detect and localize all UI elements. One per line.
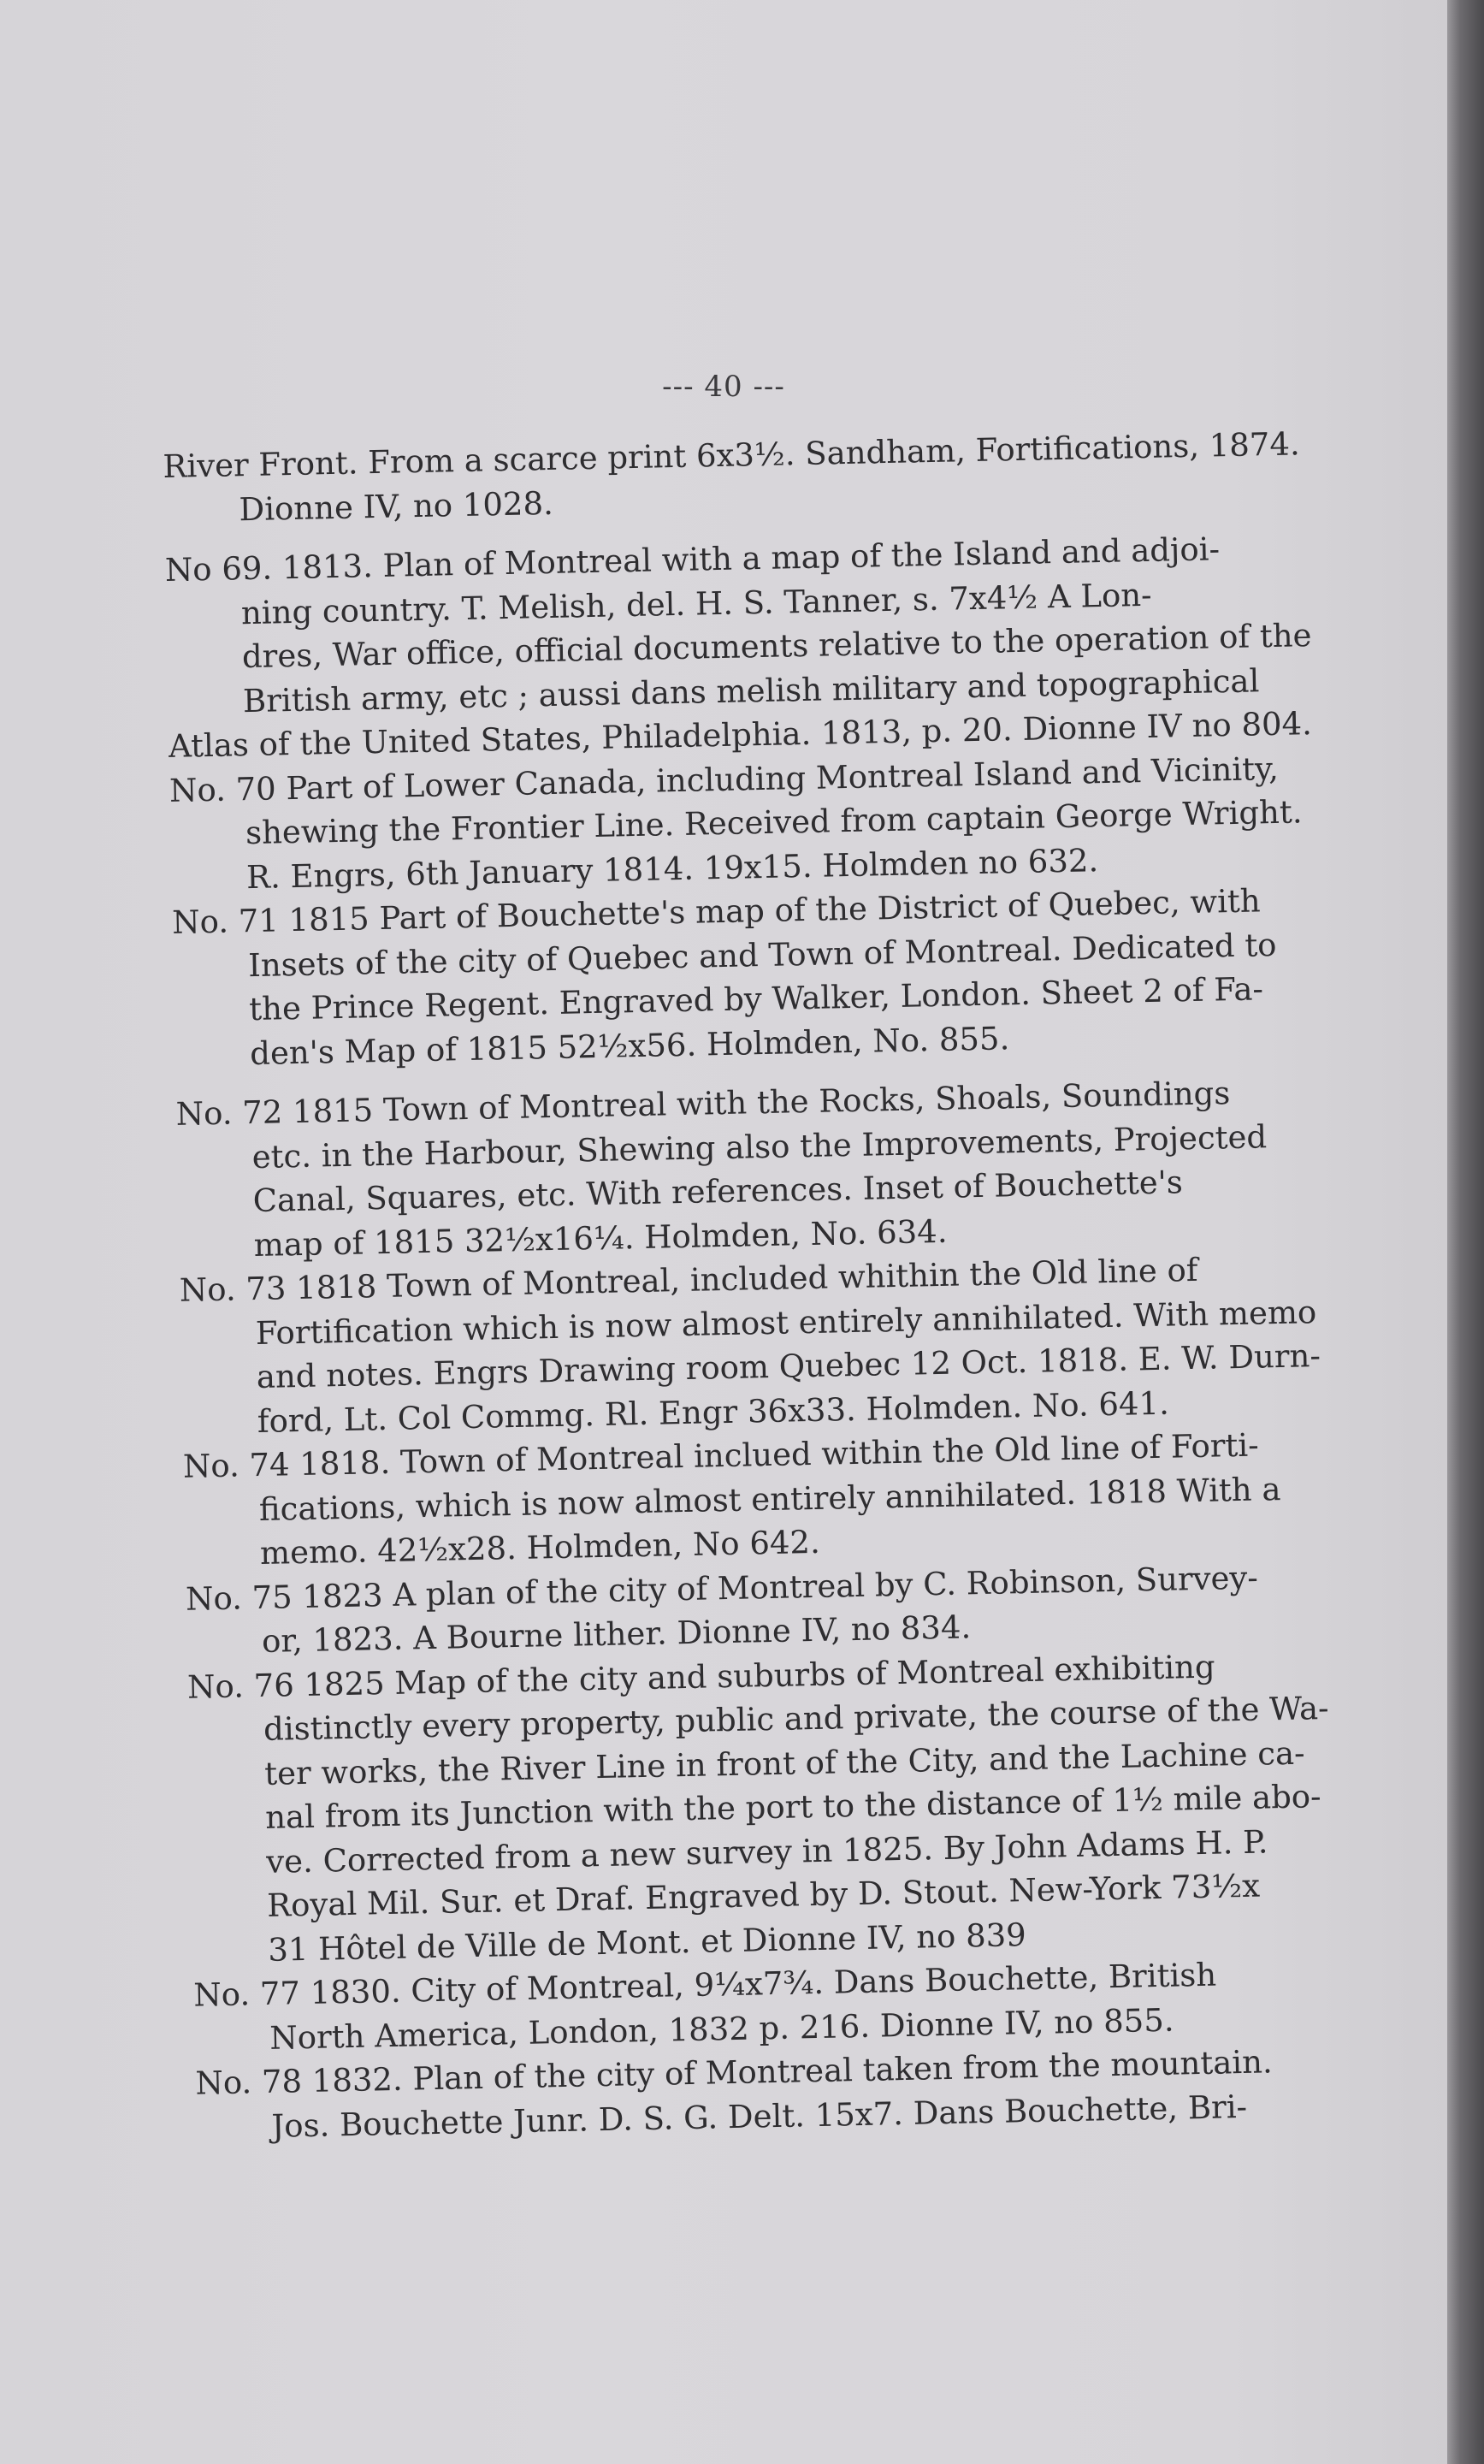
entry-line: No. 77 1830. City of Montreal, 9¼x7¾. Dans Bouchette, British [192, 1956, 1217, 2014]
entry-continuation-line: and notes. Engrs Drawing room Quebec 12 Oct. 1818. E. W. Durn- [256, 1337, 1321, 1396]
entry-continuation-line: distinctly every property, public and private, the course of the Wa- [263, 1689, 1329, 1748]
catalogue-text [163, 421, 1390, 2150]
entry-continuation-line: memo. 42½x28. Holmden, No 642. [259, 1523, 821, 1572]
entry-line: No. 76 1825 Map of the city and suburbs of Montreal exhibiting [186, 1648, 1215, 1706]
entry-line: No. 71 1815 Part of Bouchette's map of the District of Quebec, with [171, 882, 1262, 941]
page-number: --- 40 --- [662, 370, 785, 404]
entry-continuation-line: nal from its Junction with the port to the distance of 1½ mile abo- [264, 1778, 1321, 1836]
entry-line: No. 73 1818 Town of Montreal, included whithin the Old line of [179, 1251, 1198, 1309]
entry-continuation-line: dres, War office, official documents relative to the operation of the [241, 617, 1312, 676]
entry-continuation-line: Royal Mil. Sur. et Draf. Engraved by D. Stout. New-York 73½x [266, 1867, 1261, 1924]
book-spine-edge [1447, 0, 1484, 2464]
entry-continuation-line: ning country. T. Melish, del. H. S. Tanner, s. 7x4½ A Lon- [240, 576, 1152, 631]
entry-continuation-line: North America, London, 1832 p. 216. Dionne IV, no 855. [269, 2001, 1174, 2057]
entry-continuation-line: map of 1815 32½x16¼. Holmden, No. 634. [253, 1212, 948, 1264]
entry-continuation-line: shewing the Frontier Line. Received from captain George Wright. [245, 793, 1303, 852]
entry-continuation-line: the Prince Regent. Engraved by Walker, London. Sheet 2 of Fa- [248, 970, 1264, 1028]
entry-continuation-line: or, 1823. A Bourne lither. Dionne IV, no 834. [261, 1608, 972, 1660]
entry-line: No. 78 1832. Plan of the city of Montreal taken from the mountain. [195, 2043, 1274, 2102]
entry-line: No. 75 1823 A plan of the city of Montreal by C. Robinson, Survey- [185, 1559, 1259, 1618]
entry-continuation-line: Canal, Squares, etc. With references. Inset of Bouchette's [252, 1164, 1184, 1220]
entry-continuation-line: R. Engrs, 6th January 1814. 19x15. Holmden no 632. [245, 841, 1099, 896]
entry-line: No 69. 1813. Plan of Montreal with a map of the Island and adjoi- [164, 530, 1221, 589]
entry-continuation-line: fications, which is now almost entirely annihilated. 1818 With a [258, 1470, 1281, 1528]
entry-continuation-line: Fortification which is now almost entirely annihilated. With memo [255, 1293, 1317, 1352]
entry-continuation-line: British army, etc ; aussi dans melish military and topographical [242, 661, 1260, 720]
entry-continuation-line: Jos. Bouchette Junr. D. S. G. Delt. 15x7. Dans Bouchette, Bri- [271, 2088, 1248, 2145]
entry-continuation-line: ford, Lt. Col Commg. Rl. Engr 36x33. Holmden. No. 641. [257, 1384, 1170, 1440]
entry-continuation-line: Insets of the city of Quebec and Town of Montreal. Dedicated to [247, 926, 1277, 984]
entry-line: River Front. From a scarce print 6x3½. Sandham, Fortifications, 1874. [163, 425, 1301, 485]
entry-line: Atlas of the United States, Philadelphia. 1813, p. 20. Dionne IV no 804. [168, 705, 1313, 765]
entry-continuation-line: den's Map of 1815 52½x56. Holmden, No. 855. [249, 1019, 1010, 1072]
entry-line: No. 70 Part of Lower Canada, including Montreal Island and Vicinity, [169, 749, 1280, 809]
entry-continuation-line: ve. Corrected from a new survey in 1825. By John Adams H. P. [265, 1822, 1268, 1881]
entry-continuation-line: etc. in the Harbour, Shewing also the Improvements, Projected [251, 1117, 1268, 1176]
entry-continuation-line: 31 Hôtel de Ville de Mont. et Dionne IV, no 839 [267, 1916, 1027, 1969]
entry-line: No. 74 1818. Town of Montreal inclued within the Old line of Forti- [182, 1426, 1260, 1485]
entry-continuation-line: Dionne IV, no 1028. [239, 484, 554, 528]
entry-line: No. 72 1815 Town of Montreal with the Rocks, Shoals, Soundings [175, 1075, 1231, 1133]
entry-continuation-line: ter works, the River Line in front of the City, and the Lachine ca- [263, 1734, 1305, 1792]
